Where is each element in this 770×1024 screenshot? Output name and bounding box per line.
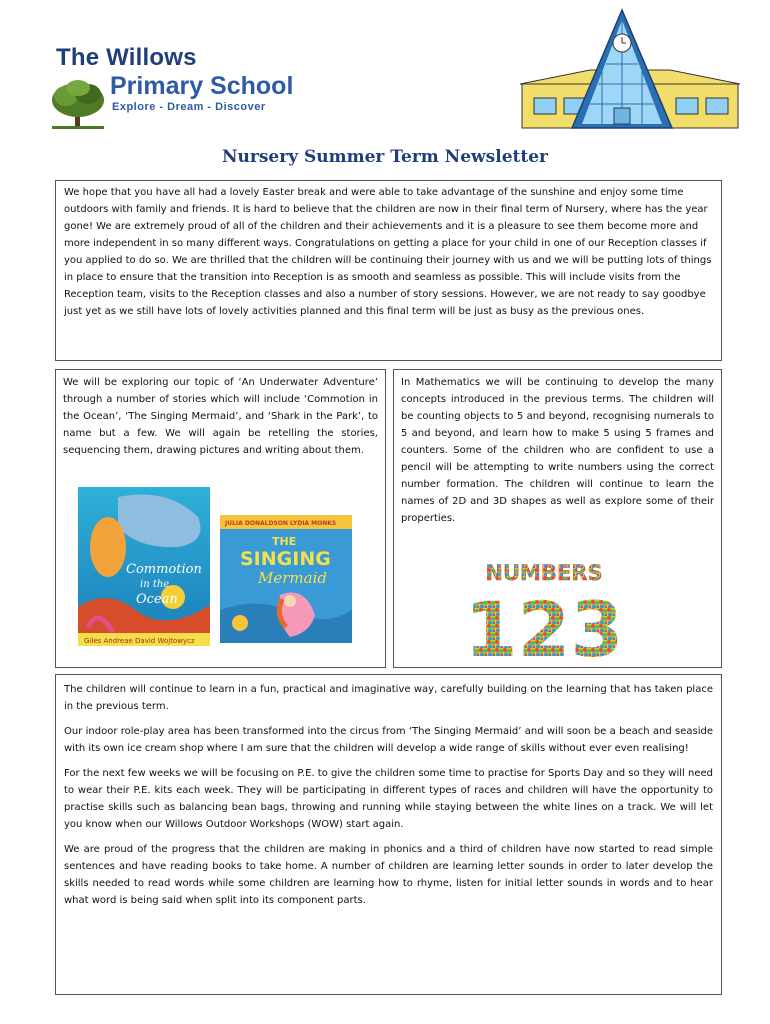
school-building-icon — [520, 8, 740, 130]
book2-authors: JULIA DONALDSON LYDIA MONKS — [225, 520, 337, 527]
singing-mermaid-book-cover — [220, 515, 352, 643]
intro-text: We hope that you have all had a lovely Easter break and were able to take advantage of the sunshine and enjoy some time outdoors with family and friends. It is hard to believe that the children are now in their final term of Nursery, where has the year gone! We are extremely proud of all of the children and their achievements and it is a pleasure to see them become more and more independent in so many different ways. Congratulations on getting a place for your child in one of our Reception classes if you applied to do so. We are thrilled that the children will be continuing their journey with us and we will be putting lots of things in place to ensure that the transition into Reception is as smooth and seamless as possible. This will include visits from the Reception team, visits to the Reception classes and also a number of story sessions. However, we are not ready to say goodbye just yet as we still have lots of lovely activities planned and this final term will be just as busy as the previous ones. — [64, 187, 712, 317]
intro-section — [55, 180, 722, 361]
book1-authors: Giles Andreae David Wojtowycz — [84, 637, 195, 645]
learning-paragraph-4: We are proud of the progress that the children are making in phonics and a third of children have now started to read simple sentences and have reading books to take home. A number of children are learning letter sounds in order to later develop the skills needed to read words while some children are learning how to rhyme, listen for initial letter sounds in words and to hear what word is being said when split into its component parts. — [64, 844, 713, 906]
book2-title-line1: THE — [272, 535, 297, 548]
tree-logo-icon — [48, 78, 108, 130]
learning-paragraph-2: Our indoor role-play area has been transformed into the circus from ‘The Singing Mermaid’ and will soon be a beach and seaside with its own ice cream shop where I am sure that the children will develop a wide range of skills without ever even realising! — [64, 726, 713, 754]
maths-text: In Mathematics we will be continuing to develop the many concepts introduced in the previous terms. The children will be counting objects to 5 and beyond, recognising numerals to 5 and beyond, and learn how to make 5 using 5 frames and counters. Some of the children who are confident to use a pencil will be attempting to write numbers using the correct number formation. The children will continue to learn the names of 2D and 3D shapes as well as explore some of their properties. — [401, 377, 714, 524]
book1-title-line3: Ocean — [136, 592, 178, 607]
commotion-in-the-ocean-book-cover — [78, 487, 210, 646]
numbers-word: NUMBERS — [485, 561, 603, 585]
newsletter-title: Nursery Summer Term Newsletter — [222, 147, 548, 167]
learning-paragraph-3: For the next few weeks we will be focusing on P.E. to give the children some time to practise for Sports Day and so they will need to wear their P.E. kits each week. They will be participating in different types of races and children will have the opportunity to practise skills such as balancing bean bags, throwing and running while staying between the white lines on a track. We will let you know when our Willows Outdoor Workshops (WOW) start again. — [64, 768, 713, 830]
book2-title-line2: SINGING — [240, 548, 331, 570]
book1-title-line2: in the — [140, 579, 170, 590]
numbers-123-graphic — [455, 560, 633, 660]
learning-paragraph-1: The children will continue to learn in a fun, practical and imaginative way, carefully building on the learning that has taken place in the previous term. — [64, 684, 713, 712]
school-name-line2: Primary School — [110, 72, 294, 100]
topic-text: We will be exploring our topic of ‘An Underwater Adventure’ through a number of stories which will include ‘Commotion in the Ocean’, ‘The Singing Mermaid’, and ‘Shark in the Park’, to name but a few. We will again be retelling the stories, sequencing them, drawing pictures and writing about them. — [63, 377, 378, 456]
numbers-digits: 123 — [464, 585, 624, 660]
book1-title-line1: Commotion — [126, 562, 202, 577]
book2-title-line3: Mermaid — [258, 569, 327, 587]
learning-section — [55, 674, 722, 995]
school-tagline: Explore - Dream - Discover — [112, 101, 266, 113]
school-name-line1: The Willows — [56, 44, 197, 71]
